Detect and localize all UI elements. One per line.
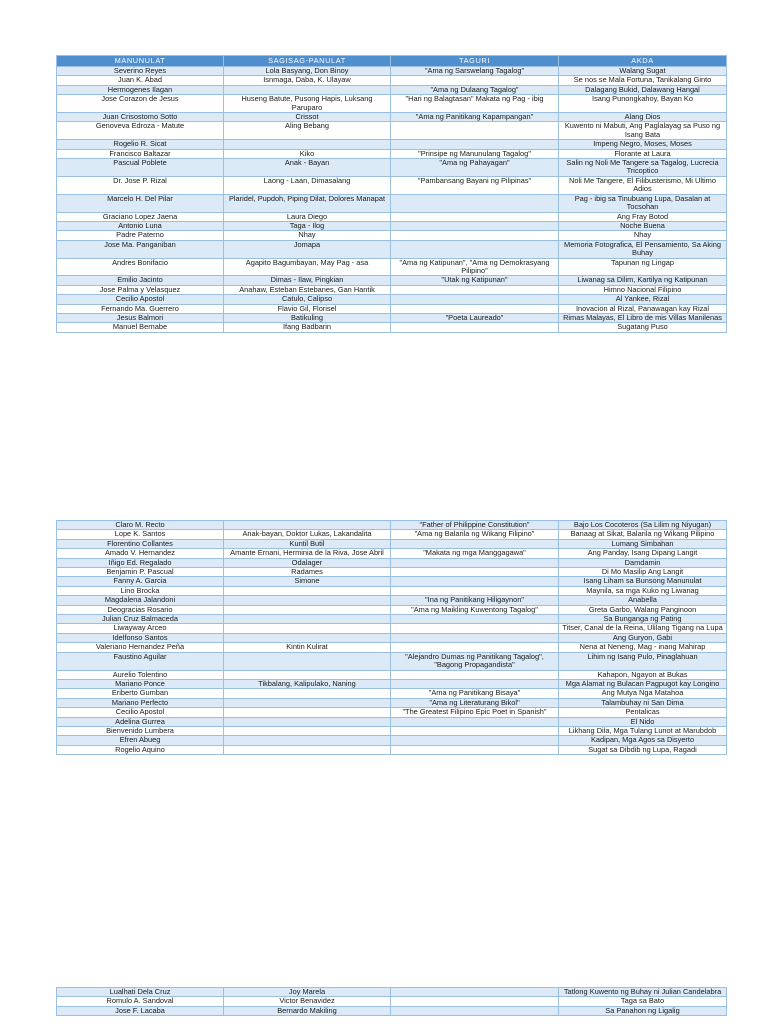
akda-cell: Lihim ng Isang Pulo, Pinaglahuan [559,652,727,670]
manunulat-cell: Bienvenido Lumbera [57,726,224,735]
sagisag-panulat-cell: Laong - Laan, Dimasalang [224,176,391,194]
manunulat-cell: Florentino Collantes [57,539,224,548]
taguri-cell [391,1006,559,1015]
sagisag-panulat-cell: Taga - Ilog [224,221,391,230]
manunulat-cell: Mariano Perfecto [57,698,224,707]
table-row [57,689,727,698]
manunulat-cell: Jose F. Lacaba [57,1006,224,1015]
manunulat-cell: Mariano Ponce [57,679,224,688]
header-manunulat: MANUNULAT [57,56,224,67]
taguri-cell [391,295,559,304]
manunulat-cell: Aurelio Tolentino [57,670,224,679]
taguri-cell [391,577,559,586]
taguri-cell [391,586,559,595]
sagisag-panulat-cell [224,85,391,94]
akda-cell: Florante at Laura [559,149,727,158]
akda-cell: Tapunan ng Lingap [559,258,727,276]
table-row [57,76,727,85]
sagisag-panulat-cell [224,521,391,530]
table-row [57,549,727,558]
akda-cell: Pag - ibig sa Tinubuang Lupa, Dasalan at Tocsohan [559,194,727,212]
table-row [57,624,727,633]
manunulat-cell: Julian Cruz Balmaceda [57,615,224,624]
akda-cell: Kadipan, Mga Agos sa Disyerto [559,736,727,745]
table-row [57,231,727,240]
table-row [57,113,727,122]
akda-cell: Tatlong Kuwento ng Buhay ni Julian Candelabra [559,988,727,997]
table-row [57,670,727,679]
manunulat-cell: Rogelio R. Sicat [57,140,224,149]
sagisag-panulat-cell [224,689,391,698]
akda-cell: Ang Guryon, Gabi [559,633,727,642]
sagisag-panulat-cell: Kuntil Butil [224,539,391,548]
manunulat-cell: Magdalena Jalandoni [57,596,224,605]
taguri-cell [391,633,559,642]
sagisag-panulat-cell: Catulo, Calipso [224,295,391,304]
sagisag-panulat-cell: Kiko [224,149,391,158]
manunulat-cell: Juan K. Abad [57,76,224,85]
sagisag-panulat-cell: Ifang Badbarin [224,323,391,332]
taguri-cell: "Ama ng Sarswelang Tagalog" [391,67,559,76]
taguri-cell: "Ama ng Pahayagan" [391,159,559,177]
taguri-cell [391,997,559,1006]
taguri-cell [391,240,559,258]
table-row [57,652,727,670]
taguri-cell: "Ina ng Panitikang Hiligaynon" [391,596,559,605]
sagisag-panulat-cell: Joy Marela [224,988,391,997]
sagisag-panulat-cell: Radames [224,568,391,577]
manunulat-cell: Fernando Ma. Guerrero [57,304,224,313]
sagisag-panulat-cell: Crissot [224,113,391,122]
sagisag-panulat-cell: Jomapa [224,240,391,258]
table-row [57,240,727,258]
sagisag-panulat-cell: Nhay [224,231,391,240]
manunulat-cell: Marcelo H. Del Pilar [57,194,224,212]
akda-cell: Dalagang Bukid, Dalawang Hangal [559,85,727,94]
sagisag-panulat-cell [224,726,391,735]
akda-cell: Nena at Neneng, Mag - inang Mahirap [559,643,727,652]
table-row [57,221,727,230]
table-row [57,643,727,652]
manunulat-cell: Cecilio Apostol [57,708,224,717]
manunulat-cell: Amado V. Hernandez [57,549,224,558]
taguri-cell: "The Greatest Filipino Epic Poet in Spanish" [391,708,559,717]
taguri-cell: "Poeta Laureado" [391,313,559,322]
sagisag-panulat-cell: Anak - Bayan [224,159,391,177]
table-row [57,212,727,221]
manunulat-cell: Severino Reyes [57,67,224,76]
sagisag-panulat-cell: Isnmaga, Daba, K. Ulayaw [224,76,391,85]
table-row [57,1006,727,1015]
sagisag-panulat-cell: Laura Diego [224,212,391,221]
manunulat-cell: Jose Corazon de Jesus [57,95,224,113]
akda-cell: Al Yankee, Rizal [559,295,727,304]
table-row [57,708,727,717]
table-row [57,586,727,595]
taguri-cell: "Father of Philippine Constitution" [391,521,559,530]
manunulat-cell: Jose Ma. Panganiban [57,240,224,258]
header-sagisag-panulat: SAGISAG-PANULAT [224,56,391,67]
akda-cell: Kahapon, Ngayon at Bukas [559,670,727,679]
taguri-cell [391,568,559,577]
sagisag-panulat-cell: Amante Ernani, Herminia de la Riva, Jose Abril [224,549,391,558]
manunulat-cell: Antonio Luna [57,221,224,230]
table-row [57,176,727,194]
table-row [57,605,727,614]
manunulat-cell: Jesus Balmori [57,313,224,322]
taguri-cell [391,679,559,688]
manunulat-cell: Rogelio Aquino [57,745,224,754]
akda-cell: Maynila, sa mga Kuko ng Liwanag [559,586,727,595]
table-row [57,698,727,707]
manunulat-cell: Cecilio Apostol [57,295,224,304]
manunulat-cell: Eriberto Gumban [57,689,224,698]
sagisag-panulat-cell: Batikuling [224,313,391,322]
taguri-cell: "Ama ng Maikling Kuwentong Tagalog" [391,605,559,614]
manunulat-cell: Lualhati Dela Cruz [57,988,224,997]
manunulat-cell: Juan Crisostomo Sotto [57,113,224,122]
manunulat-cell: Emilio Jacinto [57,276,224,285]
manunulat-cell: Pascual Poblete [57,159,224,177]
sagisag-panulat-cell [224,140,391,149]
manunulat-cell: Lino Brocka [57,586,224,595]
akda-cell: Isang Punongkahoy, Bayan Ko [559,95,727,113]
table-row [57,304,727,313]
taguri-cell: "Ama ng Panitikang Bisaya" [391,689,559,698]
akda-cell: Lumang Simbahan [559,539,727,548]
taguri-cell: "Ama ng Katipunan", "Ama ng Demokrasyang Pilipino" [391,258,559,276]
sagisag-panulat-cell: Huseng Batute, Pusong Hapis, Luksang Paruparo [224,95,391,113]
akda-cell: Di Mo Masilip Ang Langit [559,568,727,577]
table-row [57,736,727,745]
manunulat-cell: Hermogenes Ilagan [57,85,224,94]
sagisag-panulat-cell: Anak-bayan, Doktor Lukas, Lakandalita [224,530,391,539]
taguri-cell [391,76,559,85]
taguri-cell [391,745,559,754]
table-row [57,149,727,158]
sagisag-panulat-cell: Tikbalang, Kalipulako, Naning [224,679,391,688]
akda-cell: Ang Fray Botod [559,212,727,221]
akda-cell: Likhang Dila, Mga Tulang Lunot at Marubdob [559,726,727,735]
sagisag-panulat-cell: Kintin Kulirat [224,643,391,652]
table-row [57,159,727,177]
manunulat-cell: Jose Palma y Velasquez [57,285,224,294]
sagisag-panulat-cell [224,708,391,717]
sagisag-panulat-cell [224,698,391,707]
table-row [57,285,727,294]
taguri-cell: "Ama ng Dulaang Tagalog" [391,85,559,94]
taguri-cell [391,323,559,332]
akda-cell: Noche Buena [559,221,727,230]
taguri-cell [391,615,559,624]
akda-cell: Taga sa Bato [559,997,727,1006]
table-row [57,997,727,1006]
table-row [57,577,727,586]
taguri-cell [391,231,559,240]
table-row [57,295,727,304]
sagisag-panulat-cell: Simone [224,577,391,586]
akda-cell: Se nos se Mala Fortuna, Tanikalang Ginto [559,76,727,85]
table-row [57,988,727,997]
manunulat-cell: Benjamin P. Pascual [57,568,224,577]
taguri-cell [391,122,559,140]
authors-table-2 [56,520,727,755]
table-row [57,140,727,149]
sagisag-panulat-cell: Agapito Bagumbayan, May Pag - asa [224,258,391,276]
akda-cell: Sugatang Puso [559,323,727,332]
sagisag-panulat-cell: Odalager [224,558,391,567]
akda-cell: Bajo Los Cocoteros (Sa Lilim ng Niyugan) [559,521,727,530]
table-row [57,521,727,530]
manunulat-cell: Fanny A. Garcia [57,577,224,586]
taguri-cell [391,736,559,745]
manunulat-cell: Dr. Jose P. Rizal [57,176,224,194]
sagisag-panulat-cell: Anahaw, Esteban Estebanes, Gan Hantik [224,285,391,294]
manunulat-cell: Liwayway Arceo [57,624,224,633]
table-row [57,530,727,539]
table-row [57,726,727,735]
taguri-cell [391,194,559,212]
akda-cell: Inovacion al Rizal, Panawagan kay Rizal [559,304,727,313]
table-row [57,568,727,577]
akda-cell: Kuwento ni Mabuti, Ang Paglalayag sa Puso ng Isang Bata [559,122,727,140]
akda-cell: Nhay [559,231,727,240]
manunulat-cell: Andres Bonifacio [57,258,224,276]
taguri-cell: "Utak ng Katipunan" [391,276,559,285]
table-header-row [57,56,727,67]
taguri-cell: "Pambansang Bayani ng Pilipinas" [391,176,559,194]
taguri-cell [391,558,559,567]
sagisag-panulat-cell [224,736,391,745]
taguri-cell [391,624,559,633]
taguri-cell [391,140,559,149]
sagisag-panulat-cell: Victor Benavidez [224,997,391,1006]
taguri-cell [391,212,559,221]
akda-cell: Talambuhay ni San Dima [559,698,727,707]
table-row [57,615,727,624]
akda-cell: Himno Nacional Filipino [559,285,727,294]
taguri-cell [391,285,559,294]
table-row [57,85,727,94]
header-taguri: TAGURI [391,56,559,67]
sagisag-panulat-cell [224,596,391,605]
manunulat-cell: Efren Abueg [57,736,224,745]
sagisag-panulat-cell: Dimas - Ilaw, Pingkian [224,276,391,285]
manunulat-cell: Adelina Gurrea [57,717,224,726]
akda-cell: Salin ng Noli Me Tangere sa Tagalog, Lucrecia Tricoptico [559,159,727,177]
taguri-cell [391,221,559,230]
taguri-cell [391,988,559,997]
taguri-cell [391,717,559,726]
manunulat-cell: Deogracias Rosario [57,605,224,614]
manunulat-cell: Idelfonso Santos [57,633,224,642]
manunulat-cell: Romulo A. Sandoval [57,997,224,1006]
manunulat-cell: Padre Paterno [57,231,224,240]
authors-table-3 [56,987,727,1016]
manunulat-cell: Genoveva Edroza - Matute [57,122,224,140]
akda-cell: Pentalicas [559,708,727,717]
akda-cell: Damdamin [559,558,727,567]
sagisag-panulat-cell [224,652,391,670]
taguri-cell: "Ama ng Balarila ng Wikang Filipino" [391,530,559,539]
akda-cell: Anabella [559,596,727,605]
table-row [57,539,727,548]
sagisag-panulat-cell [224,670,391,679]
manunulat-cell: Lope K. Santos [57,530,224,539]
akda-cell: Noli Me Tangere, El Filibusterismo, Mi Ultimo Adios [559,176,727,194]
manunulat-cell: Graciano Lopez Jaena [57,212,224,221]
akda-cell: Ang Panday, Isang Dipang Langit [559,549,727,558]
table-row [57,122,727,140]
akda-cell: Ang Mutya Nga Matahoa [559,689,727,698]
sagisag-panulat-cell [224,586,391,595]
taguri-cell: "Ama ng Panitikang Kapampangan" [391,113,559,122]
table-row [57,596,727,605]
manunulat-cell: Claro M. Recto [57,521,224,530]
taguri-cell [391,643,559,652]
table-row [57,717,727,726]
table-row [57,323,727,332]
sagisag-panulat-cell [224,745,391,754]
sagisag-panulat-cell: Lola Basyang, Don Binoy [224,67,391,76]
akda-cell: Sa Bunganga ng Pating [559,615,727,624]
table-row [57,194,727,212]
table-row [57,558,727,567]
akda-cell: Greta Garbo, Walang Panginoon [559,605,727,614]
sagisag-panulat-cell: Flavio Gil, Florisel [224,304,391,313]
sagisag-panulat-cell: Plaridel, Pupdoh, Piping Dilat, Dolores Manapat [224,194,391,212]
table-row [57,633,727,642]
akda-cell: Banaag at Sikat, Balarila ng Wikang Pilipino [559,530,727,539]
sagisag-panulat-cell [224,605,391,614]
taguri-cell: "Ama ng Literaturang Bikol" [391,698,559,707]
taguri-cell: "Prinsipe ng Manunulang Tagalog" [391,149,559,158]
sagisag-panulat-cell: Aling Bebang [224,122,391,140]
table-row [57,276,727,285]
taguri-cell [391,539,559,548]
table-row [57,95,727,113]
manunulat-cell: Francisco Baltazar [57,149,224,158]
manunulat-cell: Manuel Bernabe [57,323,224,332]
taguri-cell: "Alejandro Dumas ng Panitikang Tagalog", "Bagong Propagandista" [391,652,559,670]
authors-table-1 [56,55,727,333]
sagisag-panulat-cell [224,717,391,726]
taguri-cell [391,670,559,679]
akda-cell: Alang Dios [559,113,727,122]
taguri-cell: "Makata ng mga Manggagawa" [391,549,559,558]
akda-cell: Mga Alamat ng Bulacan Pagpugot kay Longino [559,679,727,688]
akda-cell: El Nido [559,717,727,726]
sagisag-panulat-cell: Bernardo Makiling [224,1006,391,1015]
akda-cell: Sa Panahon ng Ligalig [559,1006,727,1015]
taguri-cell [391,304,559,313]
table-row [57,745,727,754]
akda-cell: Liwanag sa Dilim, Kartilya ng Katipunan [559,276,727,285]
akda-cell: Sugat sa Dibdib ng Lupa, Ragadi [559,745,727,754]
akda-cell: Memoria Fotografica, El Pensamiento, Sa Aking Buhay [559,240,727,258]
manunulat-cell: Valeriano Hernandez Peña [57,643,224,652]
akda-cell: Titser, Canal de la Reina, Ulilang Tigang na Lupa [559,624,727,633]
akda-cell: Isang Liham sa Bunsong Manunulat [559,577,727,586]
taguri-cell: "Hari ng Balagtasan" Makata ng Pag - ibig [391,95,559,113]
akda-cell: Rimas Malayas, El Libro de mis Villas Manilenas [559,313,727,322]
table-row [57,679,727,688]
taguri-cell [391,726,559,735]
sagisag-panulat-cell [224,624,391,633]
akda-cell: Impeng Negro, Moses, Moses [559,140,727,149]
table-row [57,67,727,76]
header-akda: AKDA [559,56,727,67]
manunulat-cell: Faustino Aguilar [57,652,224,670]
table-row [57,313,727,322]
sagisag-panulat-cell [224,633,391,642]
table-row [57,258,727,276]
sagisag-panulat-cell [224,615,391,624]
manunulat-cell: Iñigo Ed. Regalado [57,558,224,567]
akda-cell: Walang Sugat [559,67,727,76]
